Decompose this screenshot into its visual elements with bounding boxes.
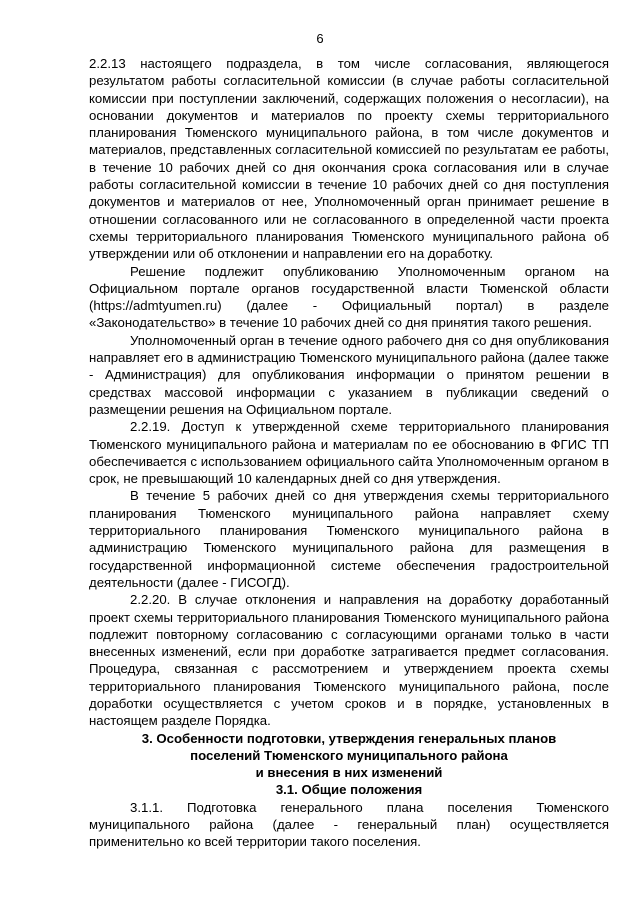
paragraph-administration-notice: Уполномоченный орган в течение одного рабочего дня со дня опубликования направляет его в администрацию Тюменского муниципального района (далее также - Администрация) для опубликования информации о принятом решении в средствах массовой информации с указанием в публикации сведений о размещении решения на Официальном портале.	[89, 332, 609, 417]
section-3-heading-line-2: поселений Тюменского муниципального района	[190, 747, 508, 763]
paragraph-publication-decision: Решение подлежит опубликованию Уполномоченным органом на Официальном портале органов государственной власти Тюменской области (https://admtyumen.ru) (далее - Официальный портал) в разделе «Законодательство» в течение 10 рабочих дней со дня принятия такого решения.	[89, 263, 609, 331]
subsection-3-1-heading: 3.1. Общие положения	[275, 782, 423, 798]
section-3-heading-line-1: 3. Особенности подготовки, утверждения генеральных планов	[141, 730, 557, 746]
page-number: 6	[316, 31, 324, 46]
paragraph-3-1-1: 3.1.1. Подготовка генерального плана поселения Тюменского муниципального района (далее - генеральный план) осуществляется применительно ко всей территории такого поселения.	[89, 799, 609, 850]
section-3-heading-line-3: и внесения в них изменений	[255, 765, 443, 781]
paragraph-2-2-20: 2.2.20. В случае отклонения и направления на доработку доработанный проект схемы территориального планирования Тюменского муниципального района подлежит повторному согласованию с согласующими органами только в части внесенных изменений, если при доработке затрагивается предмет согласования. Процедура, связанная с рассмотрением и утверждением проекта схемы территориального планирования Тюменского муниципального района, после доработки осуществляется с учетом сроков и в порядке, установленных в настоящем разделе Порядка.	[89, 592, 609, 729]
document-body	[89, 55, 609, 851]
paragraph-2-2-13-continuation: 2.2.13 настоящего подраздела, в том числе согласования, являющегося результатом работы согласительной комиссии (в случае работы согласительной комиссии при поступлении заключений, содержащих положения о несогласии), на основании документов и материалов по проекту схемы территориального планирования Тюменского муниципального района, в том числе документов и материалов, представленных согласительной комиссией по результатам ее работы, в течение 10 рабочих дней со дня окончания срока согласования или в случае работы согласительной комиссии в течение 10 рабочих дней со дня поступления документов и материалов от нее, Уполномоченный орган принимает решение в отношении согласованного или не согласованного в определенной части проекта схемы территориального планирования Тюменского муниципального района об утверждении или об отклонении и направлении его на доработку.	[89, 56, 609, 262]
paragraph-2-2-19: 2.2.19. Доступ к утвержденной схеме территориального планирования Тюменского муниципального района и материалам по ее обоснованию в ФГИС ТП обеспечивается с использованием официального сайта Уполномоченным органом в срок, не превышающий 10 календарных дней со дня утверждения.	[89, 419, 609, 487]
paragraph-gisogd-placement: В течение 5 рабочих дней со дня утверждения схемы территориального планирования Тюменского муниципального района направляет схему территориального планирования Тюменского муниципального района в администрацию Тюменского муниципального района для размещения в государственной информационной системе обеспечения градостроительной деятельности (далее - ГИСОГД).	[89, 488, 609, 590]
section-3-heading	[89, 730, 609, 782]
